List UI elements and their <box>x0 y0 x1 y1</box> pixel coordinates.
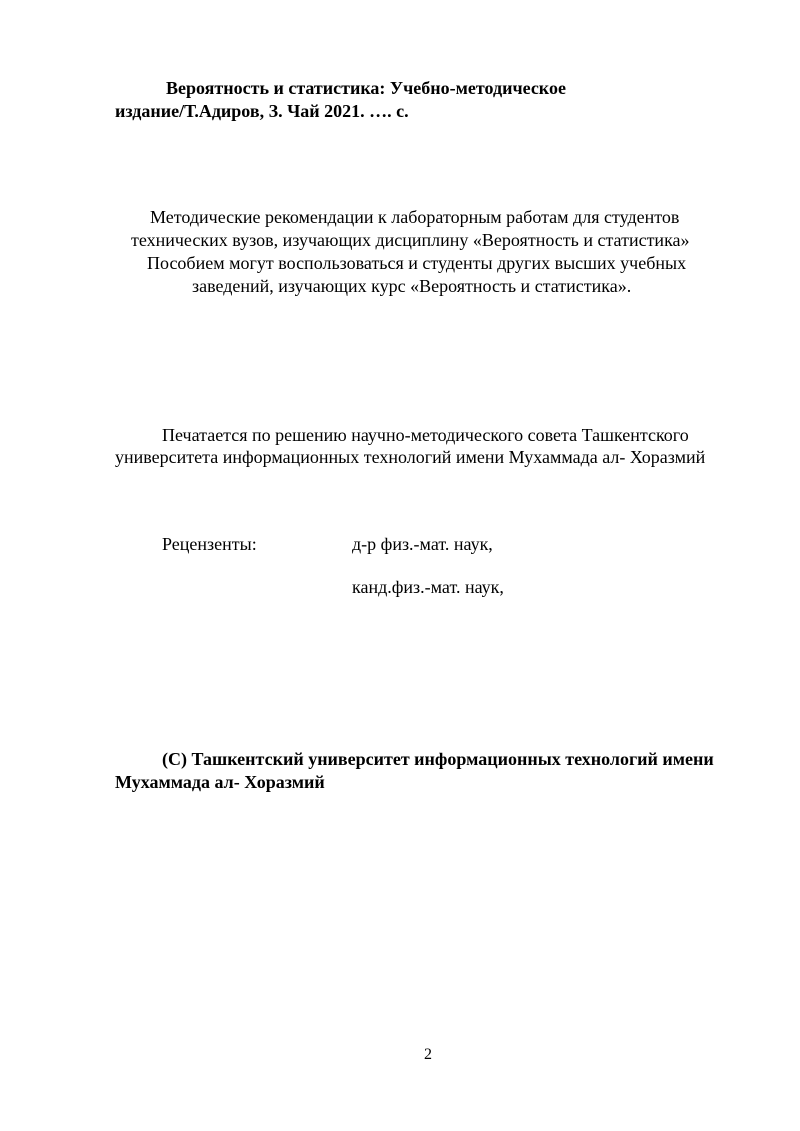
approval-line-2: университета информационных технологий имени Мухаммада ал- Хоразмий <box>115 447 706 467</box>
reviewer-1: д-р физ.-мат. наук, <box>352 534 493 554</box>
approval-line-1: Печатается по решению научно-методического совета Ташкентского <box>162 425 689 445</box>
title-line-1: Вероятность и статистика: Учебно-методическое <box>166 78 566 98</box>
reviewers-label: Рецензенты: <box>162 534 257 554</box>
title-line-2: издание/Т.Адиров, З. Чай 2021. …. с. <box>115 101 409 121</box>
reviewer-2: канд.физ.-мат. наук, <box>352 577 504 597</box>
copyright-line-1: (С) Ташкентский университет информационных технологий имени <box>162 749 714 769</box>
annotation-line-2: технических вузов, изучающих дисциплину «Вероятность и статистика» <box>131 230 690 250</box>
annotation-line-1: Методические рекомендации к лабораторным работам для студентов <box>150 207 680 227</box>
copyright-line-2: Мухаммада ал- Хоразмий <box>115 772 325 792</box>
annotation-line-4: заведений, изучающих курс «Вероятность и статистика». <box>192 276 632 296</box>
page-number: 2 <box>424 1046 432 1063</box>
annotation-line-3: Пособием могут воспользоваться и студенты других высших учебных <box>147 253 687 273</box>
